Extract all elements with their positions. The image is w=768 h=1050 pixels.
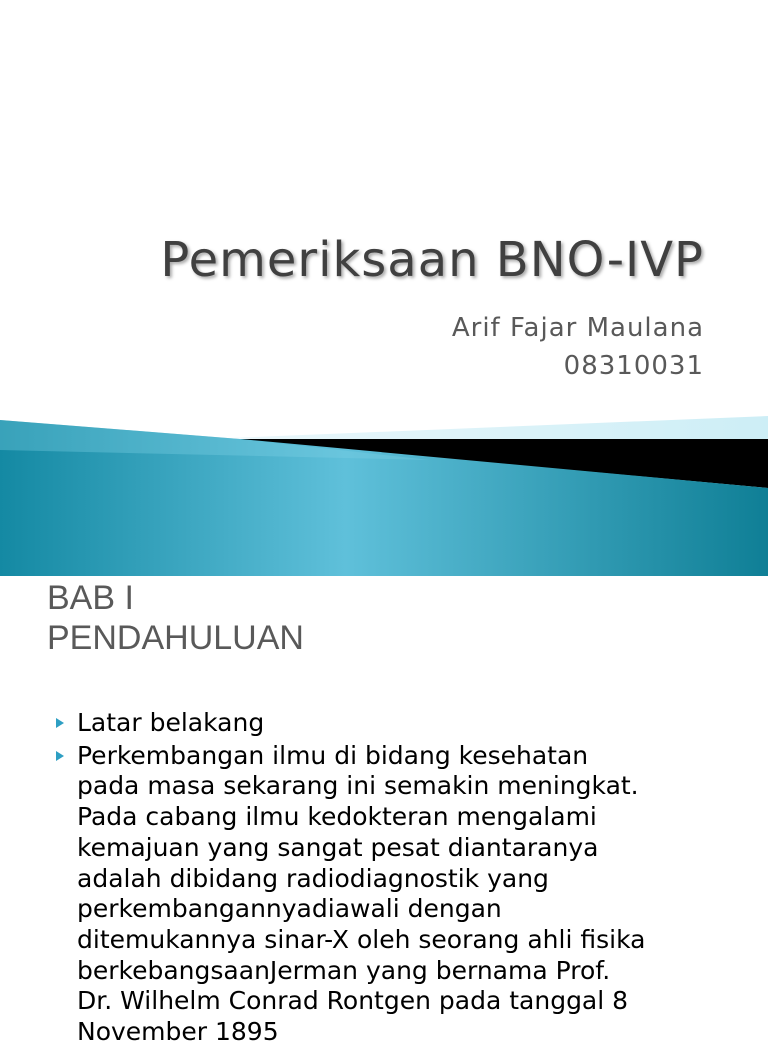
bullet-text-line: perkembangannyadiawali dengan [77,894,502,924]
decorative-wave-band [0,410,768,576]
bullet-list [56,708,736,1050]
heading-line-title: PENDAHULUAN [47,619,304,657]
triangle-bullet-icon [56,718,64,728]
bullet-text-line: Perkembangan ilmu di bidang kesehatan [77,740,589,770]
bullet-text-line: ditemukannya sinar-X oleh seorang ahli fisika [77,924,646,954]
slide-title: Pemeriksaan BNO-IVP [160,232,704,288]
bullet-text: Latar belakang [77,708,265,737]
bullet-text-line: adalah dibidang radiodiagnostik yang [77,863,549,893]
bullet-text-line: November 1895 [77,1017,279,1047]
slide-heading [47,578,304,658]
student-id: 08310031 [563,351,704,381]
content-slide [0,576,768,1047]
triangle-bullet-icon [56,751,64,761]
bullet-text-line: berkebangsaanJerman yang bernama Prof. [77,955,611,985]
slide-subtitle [452,309,704,385]
bullet-item [56,708,736,739]
author-name: Arif Fajar Maulana [451,313,704,343]
bullet-text-line: Pada cabang ilmu kedokteran mengalami [77,802,597,832]
bullet-text-line: pada masa sekarang ini semakin meningkat. [77,771,639,801]
heading-line-chapter: BAB I [47,579,134,617]
bullet-text-line: kemajuan yang sangat pesat diantaranya [77,832,599,862]
bullet-text-line: Dr. Wilhelm Conrad Rontgen pada tanggal 8 [77,986,629,1016]
bullet-item [56,741,736,1048]
